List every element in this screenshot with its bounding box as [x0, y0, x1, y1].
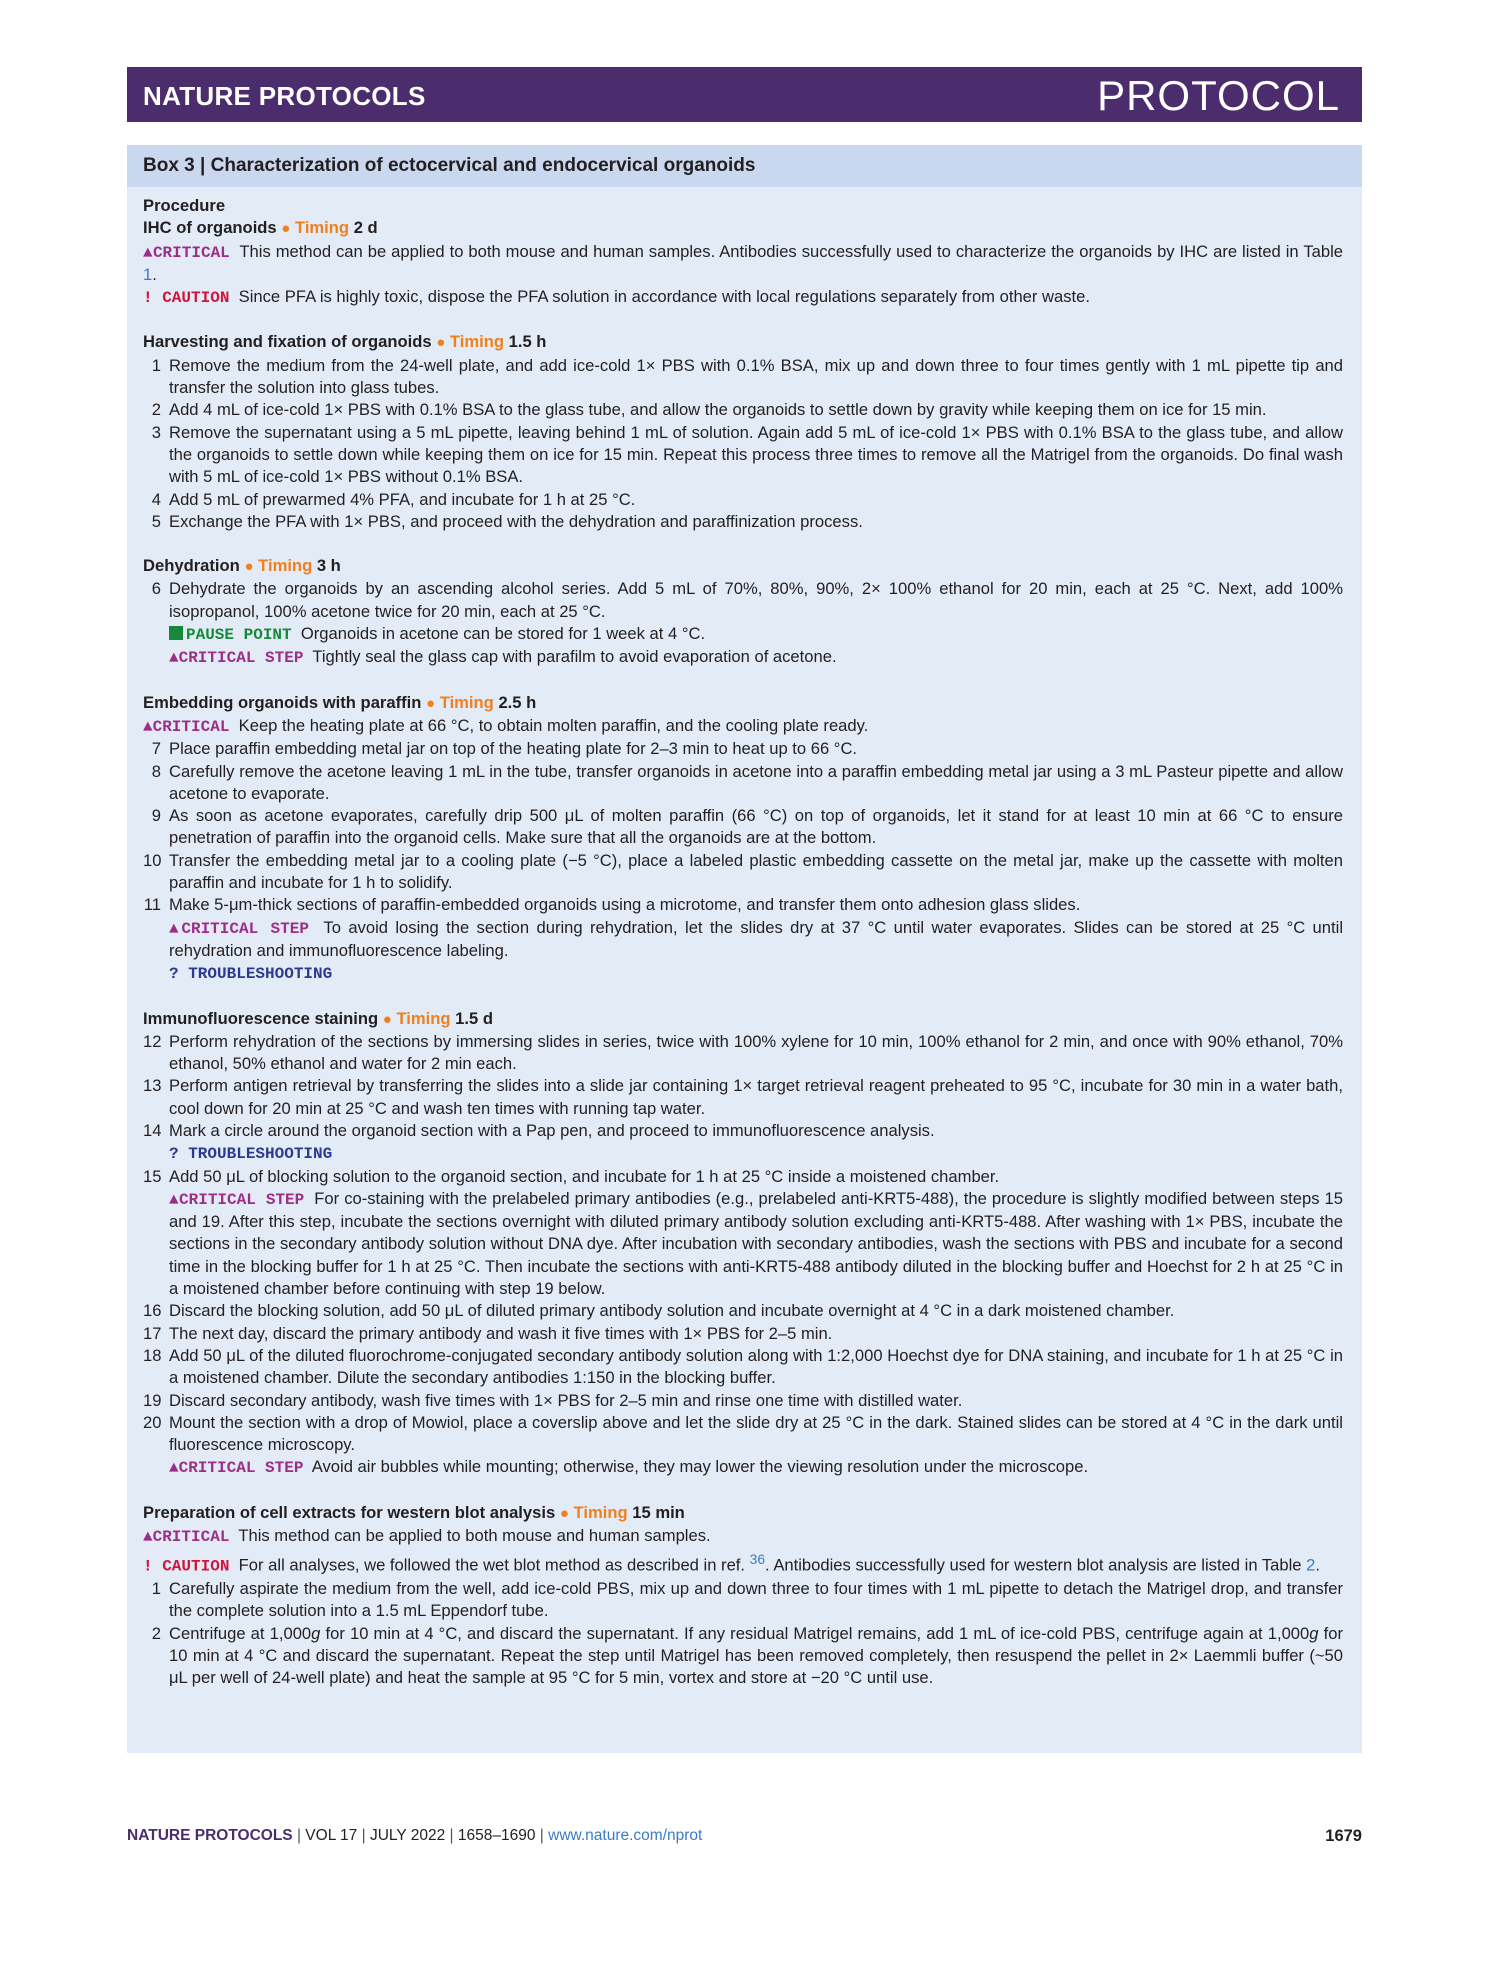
step-5: 5 Exchange the PFA with 1× PBS, and proceed with the dehydration and paraffinization process.: [151, 511, 863, 531]
step-4: 4 Add 5 mL of prewarmed 4% PFA, and incubate for 1 h at 25 °C.: [151, 489, 636, 509]
embedding-timing: 2.5 h: [498, 692, 537, 712]
western-timing: 15 min: [632, 1502, 685, 1522]
dehydration-heading-line: [143, 555, 1343, 578]
critical-step-label: ▲CRITICAL STEP: [169, 919, 309, 938]
timing-label: Timing: [294, 218, 350, 238]
critical-step-label: ▲CRITICAL STEP: [169, 649, 304, 668]
critical-step-label: ▲CRITICAL STEP: [169, 1459, 304, 1478]
journal-name: NATURE PROTOCOLS: [143, 81, 426, 111]
timing-label: Timing: [439, 692, 494, 712]
embedding-heading: Embedding organoids with paraffin: [143, 692, 422, 712]
critical-label: ▲CRITICAL: [143, 243, 230, 262]
embedding-steps: [143, 738, 1343, 985]
harvest-heading: Harvesting and fixation of organoids: [143, 332, 432, 352]
step-16: 16 Discard the blocking solution, add 50 μL of diluted primary antibody solution and incubate overnight at 4 °C in a dark moistened chamber.: [143, 1301, 1175, 1321]
critical-label: ▲CRITICAL: [143, 1528, 230, 1547]
western-critical: ▲CRITICAL This method can be applied to both mouse and human samples.: [143, 1526, 711, 1547]
caution-label: ! CAUTION: [143, 289, 230, 308]
journal-header-bar: [127, 67, 1362, 122]
timing-dot-icon: ●: [244, 558, 254, 576]
harvest-heading-line: [143, 331, 1343, 354]
step-7: 7 Place paraffin embedding metal jar on top of the heating plate for 2–3 min to heat up to 66 °C.: [151, 739, 858, 759]
ihc-critical-text: This method can be applied to both mouse and human samples. Antibodies successfully used to characterize the organoids by IHC are listed in Table: [239, 241, 1343, 261]
table-1-link[interactable]: 1: [143, 264, 153, 284]
step-8: 8 Carefully remove the acetone leaving 1 mL in the tube, transfer organoids in acetone into a paraffin embedding metal jar using a 3 mL Pasteur pipette and allow acetone to evaporate.: [151, 761, 1343, 803]
step-15: 15 Add 50 μL of blocking solution to the organoid section, and incubate for 1 h at 25 °C inside a moistened chamber. ▲CRITICAL STEP For co-staining with the prelabeled primary antibodies (e.g., prelabeled anti-KRT5-488), the procedure is slightly modified between steps 15 and 19. After this step, incubate the sections overnight with diluted primary antibody solution excluding anti-KRT5-488. After washing with 1× PBS, incubate the sections in the secondary antibody solution without DNA dye. After incubation with secondary antibodies, wash the sections with PBS and incubate for a second time in the blocking buffer for 1 h at 25 °C. Then incubate the sections with anti-KRT5-488 antibody diluted in the blocking buffer and Hoechst for 2 h at 25 °C in a moistened chamber before continuing with step 19 below.: [143, 1166, 1343, 1301]
timing-dot-icon: ●: [426, 694, 436, 712]
embedding-heading-line: [143, 692, 1343, 715]
box-content: [143, 195, 1343, 1690]
footer-journal: NATURE PROTOCOLS: [127, 1827, 293, 1844]
footer-url[interactable]: www.nature.com/nprot: [548, 1827, 703, 1844]
procedure-heading: Procedure: [143, 196, 226, 215]
footer-pages: 1658–1690: [457, 1827, 536, 1844]
step-3: 3 Remove the supernatant using a 5 mL pipette, leaving behind 1 mL of solution. Again add 5 mL of ice-cold 1× PBS with 0.1% BSA to the glass tube, and allow the organoids to settle down while keeping them on ice for 15 min. Repeat this process three times to remove all the Matrigel from the organoids. Do final wash with 5 mL of ice-cold 1× PBS without 0.1% BSA.: [151, 422, 1343, 487]
timing-label: Timing: [449, 332, 504, 352]
dehydration-timing: 3 h: [316, 556, 341, 576]
step-13: 13 Perform antigen retrieval by transferring the slides into a slide jar containing 1× target retrieval reagent preheated to 95 °C, incubate for 30 min in a water bath, cool down for 20 min at 25 °C and wash ten times with running tap water.: [143, 1076, 1343, 1118]
ihc-heading: IHC of organoids: [143, 218, 277, 238]
page-footer: NATURE PROTOCOLS | VOL 17 | JULY 2022 | 1658–1690 | www.nature.com/nprot 1679: [127, 1827, 1362, 1845]
step-1: 1 Remove the medium from the 24-well plate, and add ice-cold 1× PBS with 0.1% BSA, mix up and down three to four times gently with 1 mL pipette tip and transfer the solution into glass tubes.: [151, 355, 1343, 398]
western-step-1: 1 Carefully aspirate the medium from the well, add ice-cold PBS, mix up and down three to four times with 1 mL pipette to detach the Matrigel drop, and transfer the complete solution into a 1.5 mL Eppendorf tube.: [151, 1579, 1343, 1621]
timing-label: Timing: [573, 1502, 628, 1522]
timing-dot-icon: ●: [382, 1010, 392, 1028]
ihc-caution: [143, 286, 1343, 309]
troubleshooting-link-11[interactable]: [169, 962, 1343, 985]
step-18: 18 Add 50 μL of the diluted fluorochrome-conjugated secondary antibody solution along with 1:2,000 Hoechst dye for DNA staining, and incubate for 1 h at 25 °C in a moistened chamber. Dilute the secondary antibodies 1:150 in the blocking buffer.: [143, 1345, 1343, 1388]
footer-volume: VOL 17: [305, 1827, 358, 1844]
pause-point: PAUSE POINT Organoids in acetone can be stored for 1 week at 4 °C.: [169, 623, 1343, 646]
timing-label: Timing: [396, 1008, 451, 1028]
step-12: 12 Perform rehydration of the sections by immersing slides in series, twice with 100% xylene for 10 min, 100% ethanol for 2 min, and once with 90% ethanol, 70% ethanol, 50% ethanol and water for 2 min each.: [143, 1031, 1343, 1074]
critical-step-20: ▲CRITICAL STEP Avoid air bubbles while mounting; otherwise, they may lower the viewing resolution under the microscope.: [169, 1457, 1089, 1478]
immuno-heading: Immunofluorescence staining: [143, 1008, 379, 1028]
box-3: [127, 145, 1362, 1753]
timing-dot-icon: ●: [436, 334, 446, 352]
critical-step-15: ▲CRITICAL STEP For co-staining with the prelabeled primary antibodies (e.g., prelabeled anti-KRT5-488), the procedure is slightly modified between steps 15 and 19. After this step, incubate the sections overnight with diluted primary antibody solution excluding anti-KRT5-488. After washing with 1× PBS, incubate the sections in the secondary antibody solution without DNA dye. After incubation with secondary antibodies, wash the sections with PBS and incubate for a second time in the blocking buffer for 1 h at 25 °C. Then incubate the sections with anti-KRT5-488 antibody diluted in the blocking buffer and Hoechst for 2 h at 25 °C in a moistened chamber before continuing with step 19 below.: [169, 1188, 1343, 1299]
step-14: 14 Mark a circle around the organoid section with a Pap pen, and proceed to immunofluorescence analysis. ? TROUBLESHOOTING: [143, 1120, 1343, 1166]
step-2: 2 Add 4 mL of ice-cold 1× PBS with 0.1% BSA to the glass tube, and allow the organoids to settle down by gravity while keeping them on ice for 15 min.: [151, 400, 1267, 420]
immuno-steps: [143, 1031, 1343, 1480]
immuno-heading-line: [143, 1008, 1343, 1031]
timing-dot-icon: ●: [281, 220, 291, 238]
troubleshooting-link-14[interactable]: [169, 1142, 1343, 1165]
dehydration-heading: Dehydration: [143, 556, 240, 576]
harvest-timing: 1.5 h: [508, 332, 547, 352]
box-title: Box 3 | Characterization of ectocervical and endocervical organoids: [143, 155, 756, 176]
caution-label: ! CAUTION: [143, 1557, 230, 1576]
article-type: PROTOCOL: [1097, 72, 1340, 119]
critical-step-11: ▲CRITICAL STEP To avoid losing the section during rehydration, let the slides dry at 37 °C until water evaporates. Slides can be stored at 25 °C until rehydration and immunofluorescence labeling.: [169, 917, 1344, 960]
troubleshooting-label[interactable]: ? TROUBLESHOOTING: [169, 965, 333, 984]
critical-step-label: ▲CRITICAL STEP: [169, 1190, 305, 1209]
western-heading-line: [143, 1502, 1343, 1525]
step-6: 6 Dehydrate the organoids by an ascending alcohol series. Add 5 mL of 70%, 80%, 90%, 2× 100% ethanol for 20 min, each at 25 °C. Next, add 100% isopropanol, 100% acetone twice for 20 min, each at 25 °C. PAUSE POINT Organoids in acetone can be stored for 1 week at 4 °C. ▲CRITICAL STEP Tightly seal the glass cap with parafilm to avoid evaporation of acetone.: [143, 578, 1343, 669]
step-20: 20 Mount the section with a drop of Mowiol, place a coverslip above and let the slide dry at 25 °C in the dark. Stained slides can be stored at 4 °C in the dark until fluorescence microscopy. ▲CRITICAL STEP Avoid air bubbles while mounting; otherwise, they may lower the viewing resolution under the microscope.: [143, 1412, 1343, 1480]
embedding-critical: ▲CRITICAL Keep the heating plate at 66 °C, to obtain molten paraffin, and the cooling plate ready.: [143, 715, 869, 736]
ihc-caution-text: Since PFA is highly toxic, dispose the PFA solution in accordance with local regulations separately from other waste.: [238, 287, 1090, 307]
critical-label: ▲CRITICAL: [143, 717, 230, 736]
step-9: 9 As soon as acetone evaporates, carefully drip 500 μL of molten paraffin (66 °C) on top of organoids, let it stand for at least 10 min at 66 °C to ensure penetration of paraffin into the organoid cells. Make sure that all the organoids are at the bottom.: [151, 806, 1343, 848]
footer-date: JULY 2022: [369, 1827, 446, 1844]
western-caution: ! CAUTION For all analyses, we followed the wet blot method as described in ref. $^{36}$. Antibodies successfully used for western blot analysis are listed in Table 2.: [143, 1551, 1321, 1576]
timing-dot-icon: ●: [559, 1504, 569, 1522]
ihc-critical-end: .: [152, 264, 157, 284]
critical-step-6: ▲CRITICAL STEP Tightly seal the glass cap with parafilm to avoid evaporation of acetone.: [169, 647, 837, 668]
ihc-timing: 2 d: [353, 218, 378, 238]
step-19: 19 Discard secondary antibody, wash five times with 1× PBS for 2–5 min and rinse one time with distilled water.: [143, 1390, 963, 1410]
ihc-heading-line: [143, 217, 1343, 240]
pause-square-icon: [169, 626, 183, 640]
immuno-timing: 1.5 d: [455, 1008, 493, 1028]
troubleshooting-label[interactable]: ? TROUBLESHOOTING: [169, 1145, 333, 1164]
box-title-bar: [127, 145, 1362, 187]
pause-label: PAUSE POINT: [186, 626, 292, 645]
western-heading: Preparation of cell extracts for western blot analysis: [143, 1502, 556, 1522]
harvest-steps: [143, 355, 1343, 533]
step-11: 11 Make 5-μm-thick sections of paraffin-embedded organoids using a microtome, and transfer them onto adhesion glass slides. ▲CRITICAL STEP To avoid losing the section during rehydration, let the slides dry at 37 °C until water evaporates. Slides can be stored at 25 °C until rehydration and immunofluorescence labeling. ? TROUBLESHOOTING: [143, 894, 1343, 985]
step-17: 17 The next day, discard the primary antibody and wash it five times with 1× PBS for 2–5 min.: [143, 1323, 833, 1343]
ref-36-link[interactable]: 36: [749, 1551, 766, 1568]
ihc-critical: [143, 241, 1343, 287]
step-10: 10 Transfer the embedding metal jar to a cooling plate (−5 °C), place a labeled plastic embedding cassette on the metal jar, make up the cassette with molten paraffin and incubate for 1 h to solidify.: [143, 850, 1343, 893]
timing-label: Timing: [258, 556, 313, 576]
table-2-link[interactable]: 2: [1306, 1555, 1316, 1575]
western-step-2: 2 Centrifuge at 1,000g for 10 min at 4 °C, and discard the supernatant. If any residual Matrigel remains, add 1 mL of ice-cold PBS, centrifuge again at 1,000g for 10 min at 4 °C and discard the supernatant. Repeat the step until Matrigel has been removed completely, then resuspend the pellet in 2× Laemmli buffer (~50 μL per well of 24-well plate) and heat the sample at 95 °C for 5 min, vortex and store at −20 °C until use.: [151, 1623, 1343, 1688]
page-number: 1679: [1325, 1827, 1362, 1845]
